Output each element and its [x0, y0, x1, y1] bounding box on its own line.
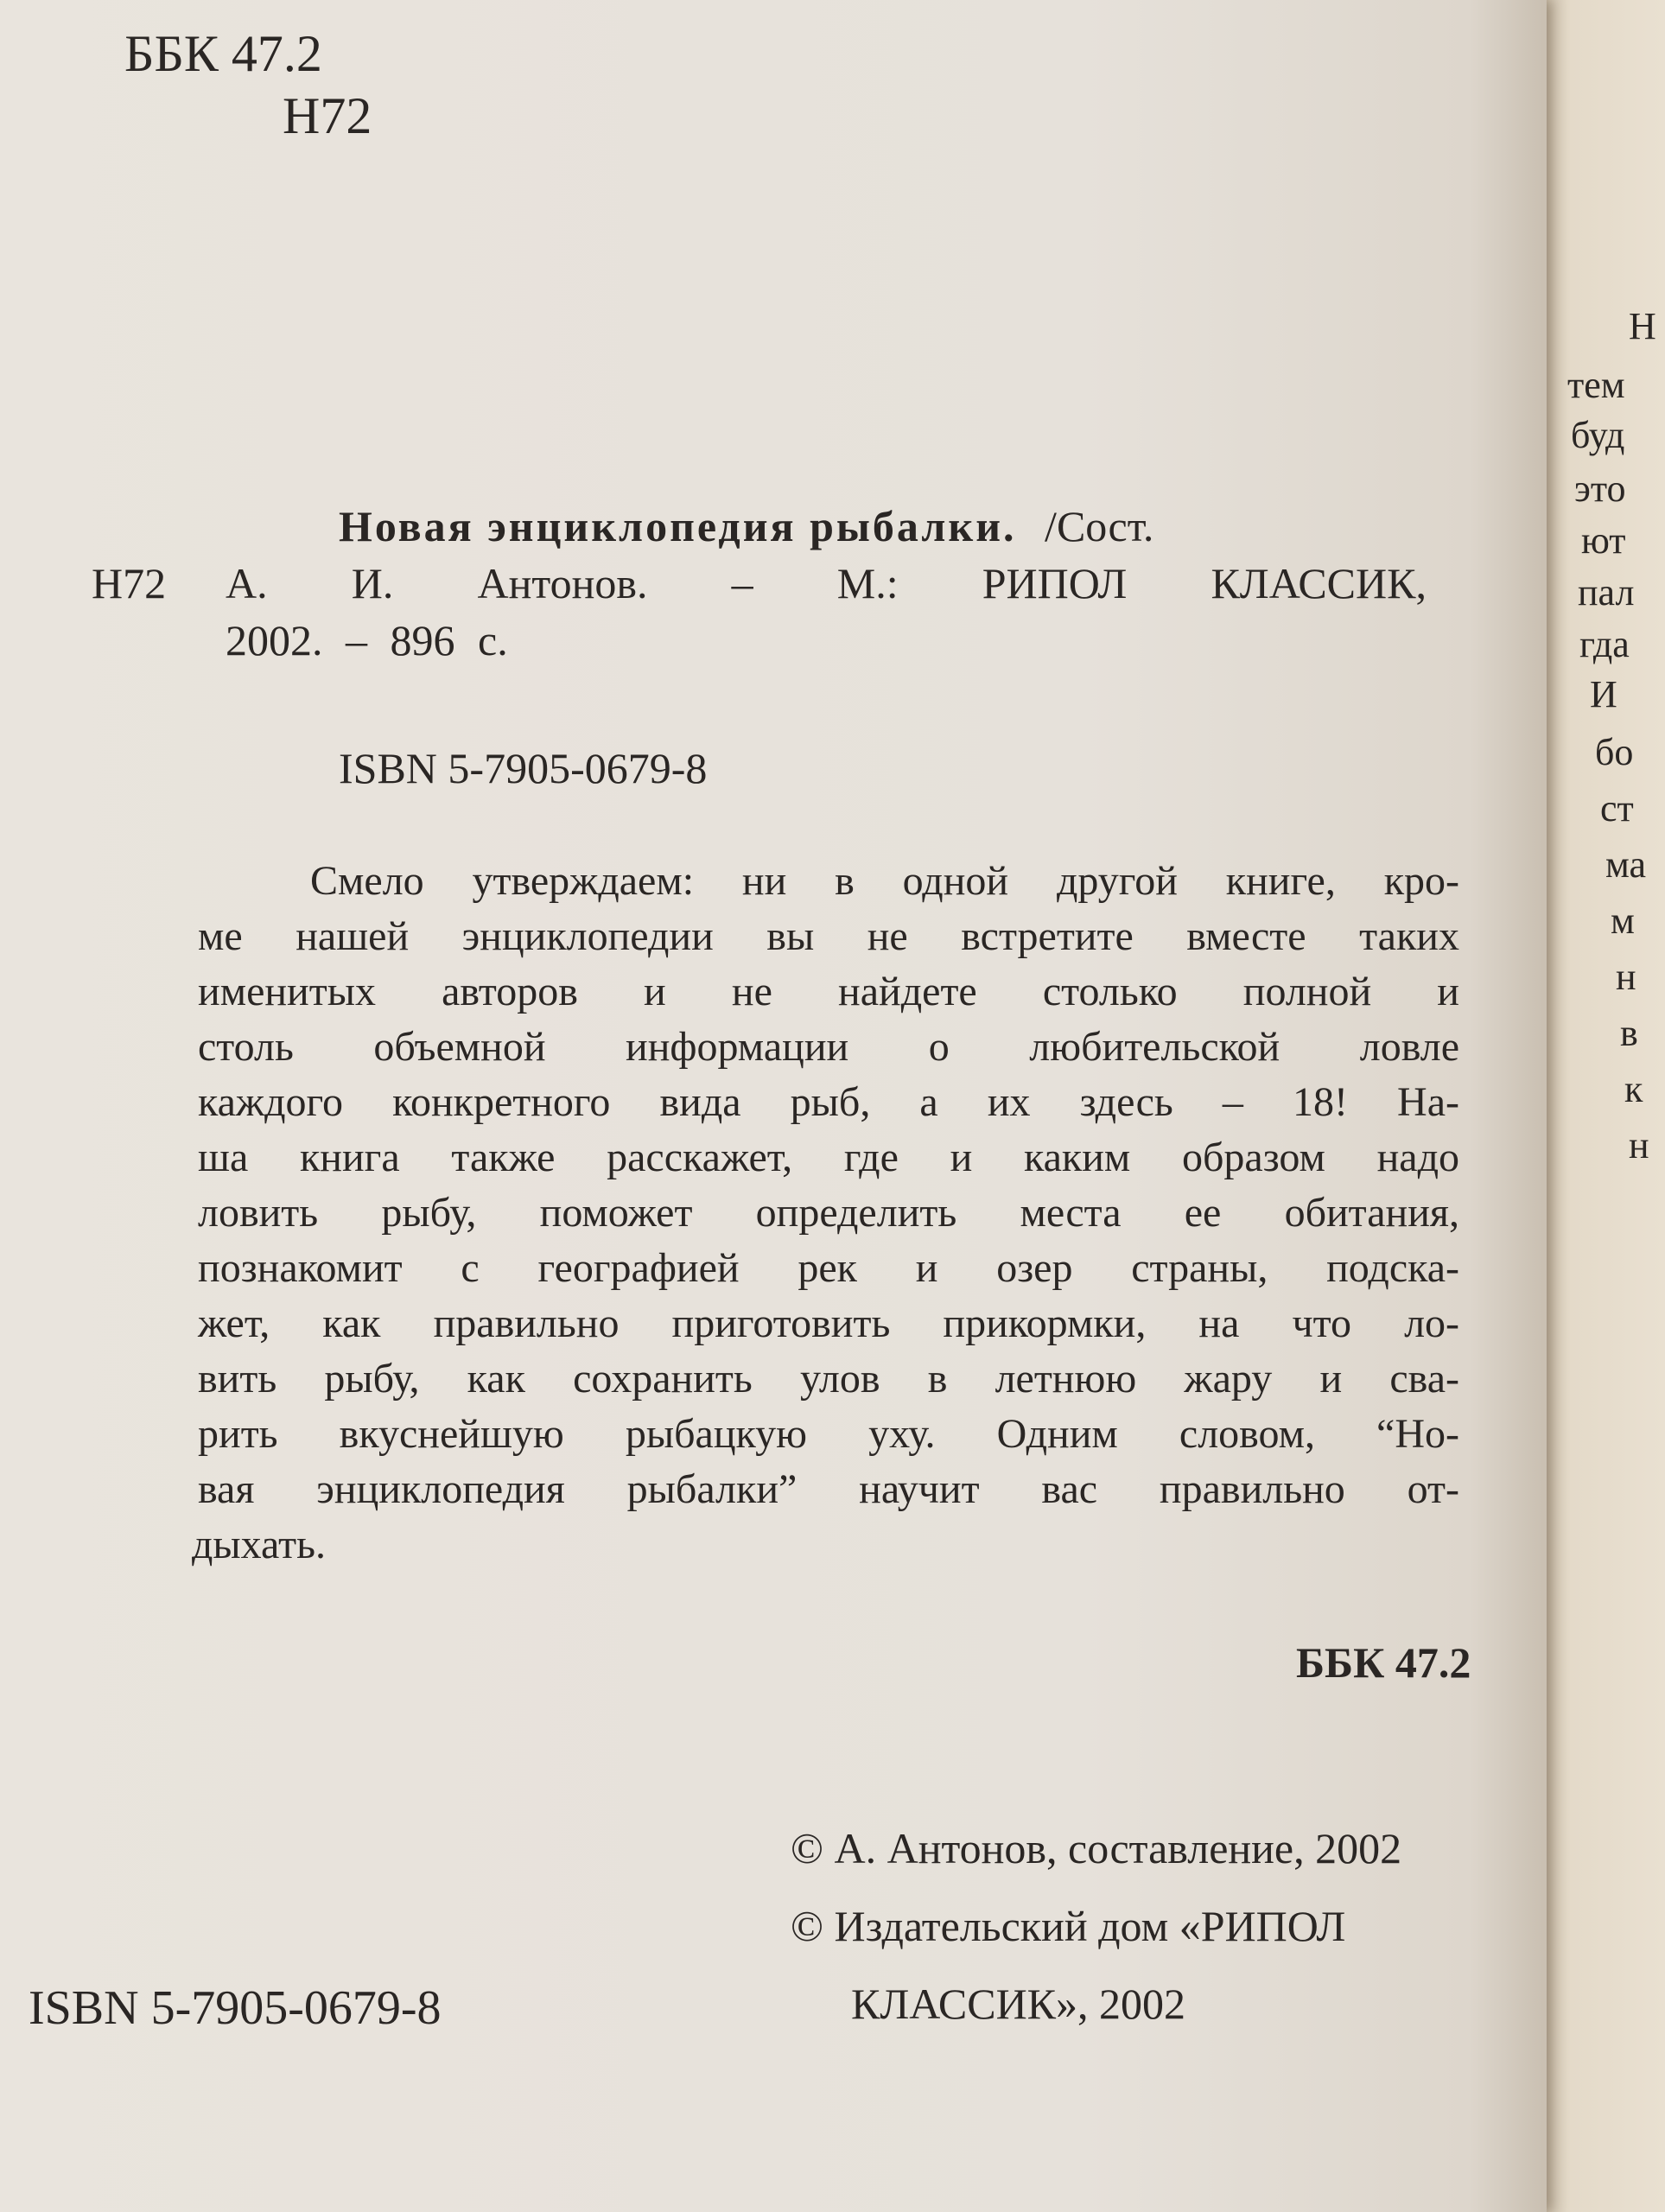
annotation-line: столь объемной информации о любительской ловле [198, 1024, 1459, 1070]
copyright-compiler: © А. Антонов, составление, 2002 [791, 1824, 1402, 1872]
annotation-line: дыхать. [192, 1522, 326, 1567]
bbk-header: ББК 47.2 [124, 25, 322, 82]
right-page [1547, 0, 1665, 2212]
copyright-publisher-cont: КЛАССИК», 2002 [851, 1980, 1186, 2028]
right-page-fragment: в [1620, 1012, 1638, 1054]
annotation-line: ша книга также расскажет, где и каким образом надо [198, 1135, 1459, 1180]
annotation-line: рить вкуснейшую рыбацкую уху. Одним словом, “Но- [198, 1411, 1459, 1457]
annotation-line: жет, как правильно приготовить прикормки, на что ло- [198, 1300, 1459, 1346]
bibliographic-record [339, 501, 1153, 551]
isbn-bottom: ISBN 5-7905-0679-8 [29, 1981, 442, 2035]
right-page-fragment: бо [1595, 731, 1634, 773]
compiler-prefix: /Сост. [1045, 502, 1154, 550]
right-page-fragment: буд [1571, 414, 1625, 456]
right-page-fragment: И [1590, 673, 1617, 715]
right-page-fragment: ст [1600, 787, 1634, 830]
right-page-fragment: н [1629, 1124, 1649, 1166]
annotation-line: Смело утверждаем: ни в одной другой книге, кро- [310, 858, 1459, 904]
annotation-line: ловить рыбу, поможет определить места ее обитания, [198, 1190, 1459, 1236]
annotation-line: вая энциклопедия рыбалки” научит вас правильно от- [198, 1466, 1459, 1512]
author-mark-header: Н72 [283, 87, 372, 144]
annotation-line: ме нашей энциклопедии вы не встретите вместе таких [198, 913, 1459, 959]
right-page-fragment: это [1574, 467, 1626, 510]
right-page-fragment: пал [1578, 571, 1635, 613]
right-page-fragment: Н [1629, 305, 1656, 347]
right-page-fragment: ма [1605, 843, 1647, 886]
annotation-line: познакомит с географией рек и озер страны, подска- [198, 1245, 1459, 1291]
right-page-fragment: тем [1567, 364, 1625, 406]
right-page-fragment: н [1616, 956, 1636, 998]
copyright-publisher: © Издательский дом «РИПОЛ [791, 1902, 1346, 1950]
annotation-line: именитых авторов и не найдете столько полной и [198, 969, 1459, 1014]
author-mark: Н72 [92, 559, 167, 607]
bbk-classification: ББК 47.2 [1296, 1638, 1471, 1687]
right-page-fragment: м [1611, 899, 1635, 942]
publisher-line: А. И. Антонов. – М.: РИПОЛ КЛАССИК, [226, 559, 1427, 607]
right-page-fragment: гда [1579, 623, 1630, 665]
right-page-fragment: ют [1581, 519, 1626, 562]
book-title: Новая энциклопедия рыбалки. [339, 502, 1017, 550]
annotation-line: вить рыбу, как сохранить улов в летнюю жару и сва- [198, 1356, 1459, 1402]
isbn: ISBN 5-7905-0679-8 [339, 744, 708, 792]
annotation-line: каждого конкретного вида рыб, а их здесь – 18! На- [198, 1079, 1459, 1125]
right-page-fragment: к [1624, 1068, 1643, 1110]
year-pages-line: 2002. – 896 с. [226, 616, 508, 664]
